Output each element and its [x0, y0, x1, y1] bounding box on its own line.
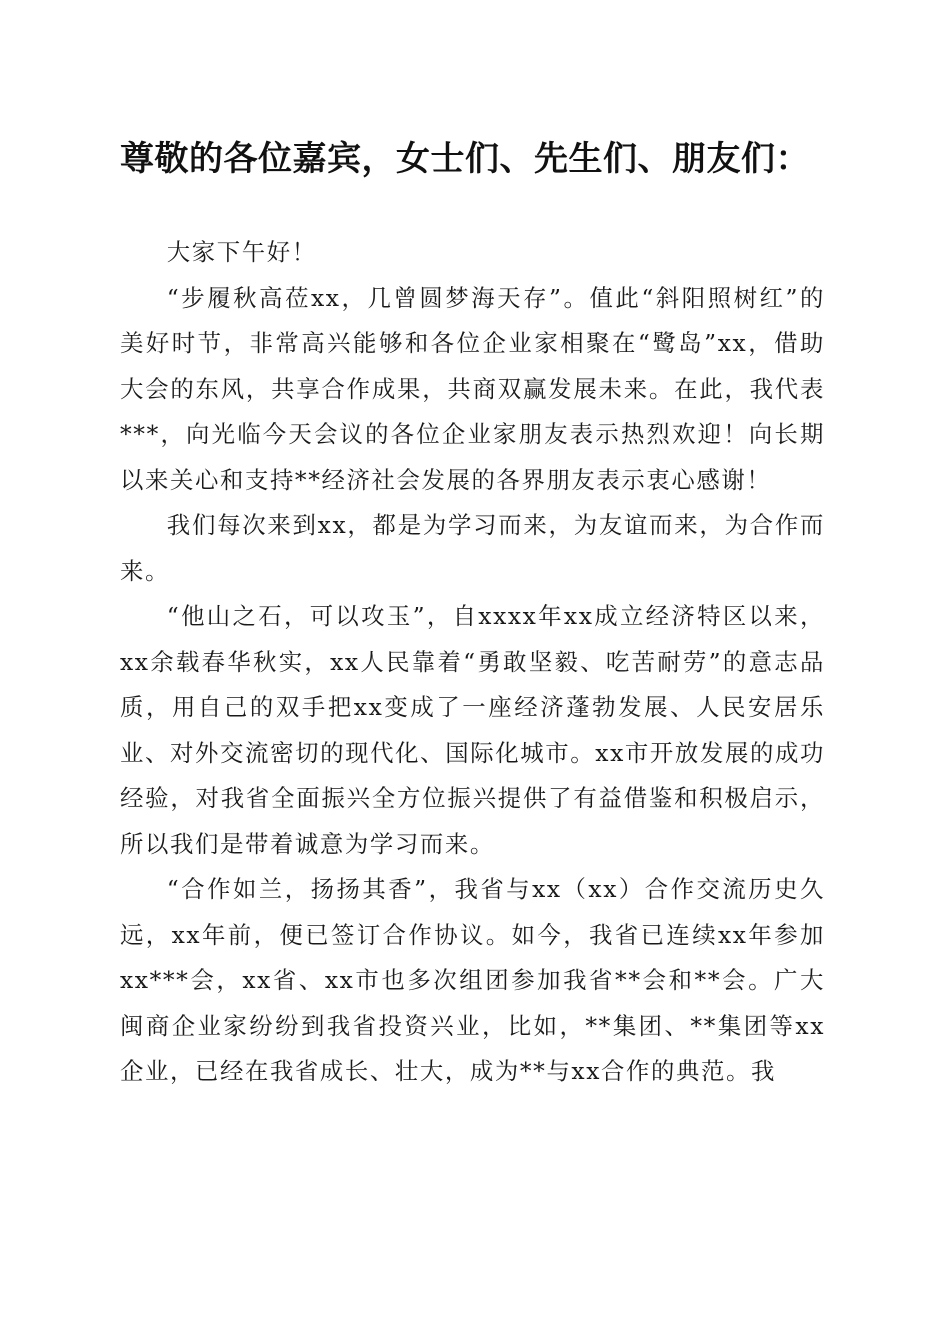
speech-body — [120, 230, 825, 1095]
paragraph-learning: “他山之石，可以攻玉”，自xxxx年xx成立经济特区以来，xx余载春华秋实，xx人民靠着“勇敢坚毅、吃苦耐劳”的意志品质，用自己的双手把xx变成了一座经济蓬勃发展、人民安居乐业、对外交流密切的现代化、国际化城市。xx市开放发展的成功经验，对我省全面振兴全方位振兴提供了有益借鉴和积极启示，所以我们是带着诚意为学习而来。 — [120, 602, 825, 858]
paragraph-purpose: 我们每次来到xx，都是为学习而来，为友谊而来，为合作而来。 — [120, 511, 825, 585]
paragraph-cooperation: “合作如兰，扬扬其香”，我省与xx（xx）合作交流历史久远，xx年前，便已签订合作协议。如今，我省已连续xx年参加xx***会，xx省、xx市也多次组团参加我省**会和**会。广大闽商企业家纷纷到我省投资兴业，比如，**集团、**集团等xx企业，已经在我省成长、壮大，成为**与xx合作的典范。我 — [120, 875, 825, 1085]
paragraph-greeting: 大家下午好！ — [166, 238, 317, 266]
salutation-heading: 尊敬的各位嘉宾，女士们、先生们、朋友们： — [120, 139, 810, 179]
paragraph-welcome: “步履秋高莅xx，几曾圆梦海天存”。值此“斜阳照树红”的美好时节，非常高兴能够和各位企业家相聚在“鹭岛”xx，借助大会的东风，共享合作成果，共商双赢发展未来。在此，我代表***，向光临今天会议的各位企业家朋友表示热烈欢迎！向长期以来关心和支持**经济社会发展的各界朋友表示衷心感谢！ — [120, 283, 825, 494]
